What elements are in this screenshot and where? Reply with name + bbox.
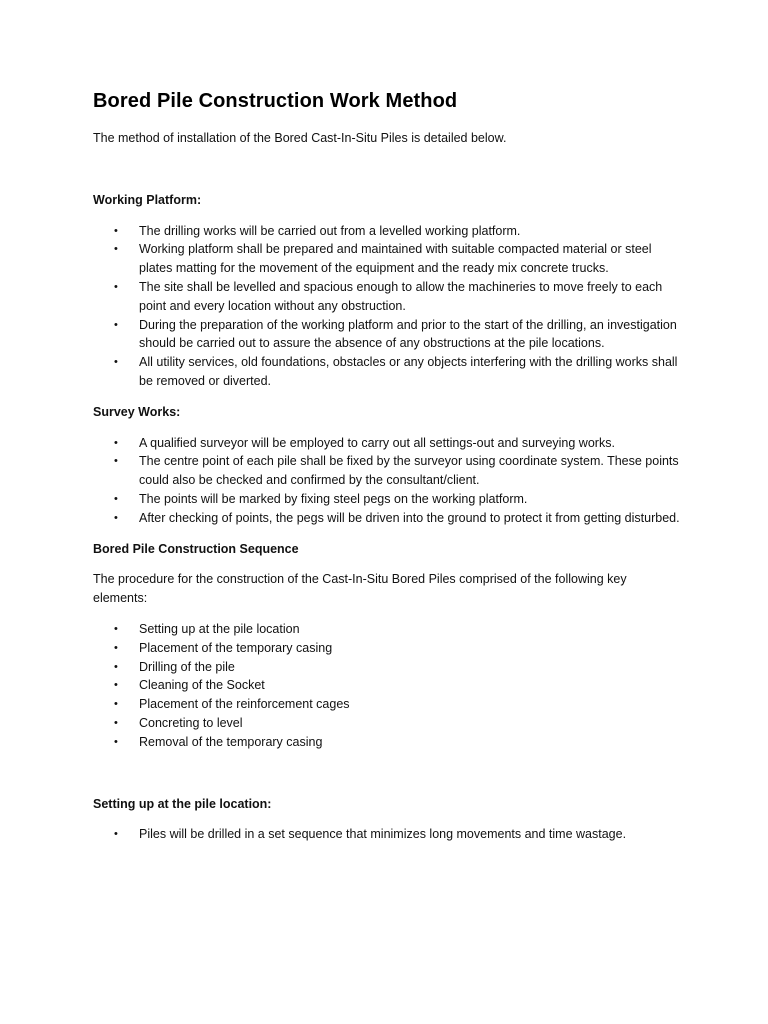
list-item: [93, 316, 683, 354]
bullet-list: [93, 222, 683, 391]
list-item-text: Cleaning of the Socket: [139, 678, 265, 693]
section-heading-working-platform: Working Platform:: [93, 192, 202, 207]
list-item-text: The centre point of each pile shall be fixed by the surveyor using coordinate system. These points could also be checked and confirmed by the consultant/client.: [139, 454, 679, 488]
list-item: [93, 733, 683, 752]
bullet-icon: •: [114, 828, 118, 841]
section-heading-construction-sequence: Bored Pile Construction Sequence: [93, 541, 299, 556]
list-item: [93, 620, 683, 639]
bullet-icon: •: [114, 698, 118, 711]
bullet-icon: •: [114, 492, 118, 505]
bullet-list: [93, 620, 683, 752]
list-item: [93, 825, 683, 844]
bullet-icon: •: [114, 735, 118, 748]
sequence-intro-paragraph: The procedure for the construction of the Cast-In-Situ Bored Piles comprised of the following key elements:: [93, 572, 627, 606]
bullet-icon: •: [114, 641, 118, 654]
bullet-icon: •: [114, 224, 118, 237]
list-item-text: During the preparation of the working platform and prior to the start of the drilling, an investigation should be carried out to assure the absence of any obstructions at the pile locations.: [139, 317, 677, 351]
intro-paragraph: The method of installation of the Bored Cast-In-Situ Piles is detailed below.: [93, 131, 507, 145]
bullet-icon: •: [114, 356, 118, 369]
list-item: [93, 695, 683, 714]
bullet-icon: •: [114, 436, 118, 449]
list-item-text: Concreting to level: [139, 715, 243, 730]
list-item: [93, 676, 683, 695]
section-heading-setting-up: Setting up at the pile location:: [93, 796, 272, 811]
list-item: [93, 452, 683, 490]
section-heading-survey-works: Survey Works:: [93, 404, 181, 419]
list-item-text: Placement of the temporary casing: [139, 640, 333, 655]
list-item: [93, 639, 683, 658]
document-page: [93, 88, 683, 844]
list-item: [93, 658, 683, 677]
bullet-list: [93, 434, 683, 528]
list-item: [93, 490, 683, 509]
list-item-text: Setting up at the pile location: [139, 621, 300, 636]
list-item-text: All utility services, old foundations, obstacles or any objects interfering with the drilling works shall be removed or diverted.: [139, 355, 678, 388]
list-item-text: Working platform shall be prepared and maintained with suitable compacted material or steel plates matting for the movement of the equipment and the ready mix concrete trucks.: [139, 242, 652, 276]
bullet-list: [93, 825, 683, 844]
list-item-text: The points will be marked by fixing steel pegs on the working platform.: [139, 491, 528, 506]
bullet-icon: •: [114, 622, 118, 635]
list-item: [93, 434, 683, 453]
list-item-text: Placement of the reinforcement cages: [139, 697, 350, 712]
list-item: [93, 509, 683, 528]
list-item: [93, 240, 683, 278]
bullet-icon: •: [114, 716, 118, 729]
bullet-icon: •: [114, 243, 118, 256]
document-title: Bored Pile Construction Work Method: [93, 90, 458, 112]
list-item: [93, 353, 683, 391]
list-item-text: Piles will be drilled in a set sequence that minimizes long movements and time wastage.: [139, 827, 627, 842]
bullet-icon: •: [114, 679, 118, 692]
list-item-text: Drilling of the pile: [139, 659, 235, 674]
list-item: [93, 278, 683, 316]
bullet-icon: •: [114, 280, 118, 293]
list-item-text: The drilling works will be carried out from a levelled working platform.: [139, 223, 521, 238]
list-item: [93, 222, 683, 241]
list-item-text: Removal of the temporary casing: [139, 734, 323, 749]
list-item: [93, 714, 683, 733]
list-item-text: The site shall be levelled and spacious enough to allow the machineries to move freely to each point and every location without any obstruction.: [139, 279, 663, 313]
bullet-icon: •: [114, 660, 118, 673]
bullet-icon: •: [114, 511, 118, 524]
bullet-icon: •: [114, 318, 118, 331]
bullet-icon: •: [114, 455, 118, 468]
list-item-text: A qualified surveyor will be employed to carry out all settings-out and surveying works.: [139, 435, 615, 450]
list-item-text: After checking of points, the pegs will be driven into the ground to protect it from getting disturbed.: [139, 510, 680, 525]
